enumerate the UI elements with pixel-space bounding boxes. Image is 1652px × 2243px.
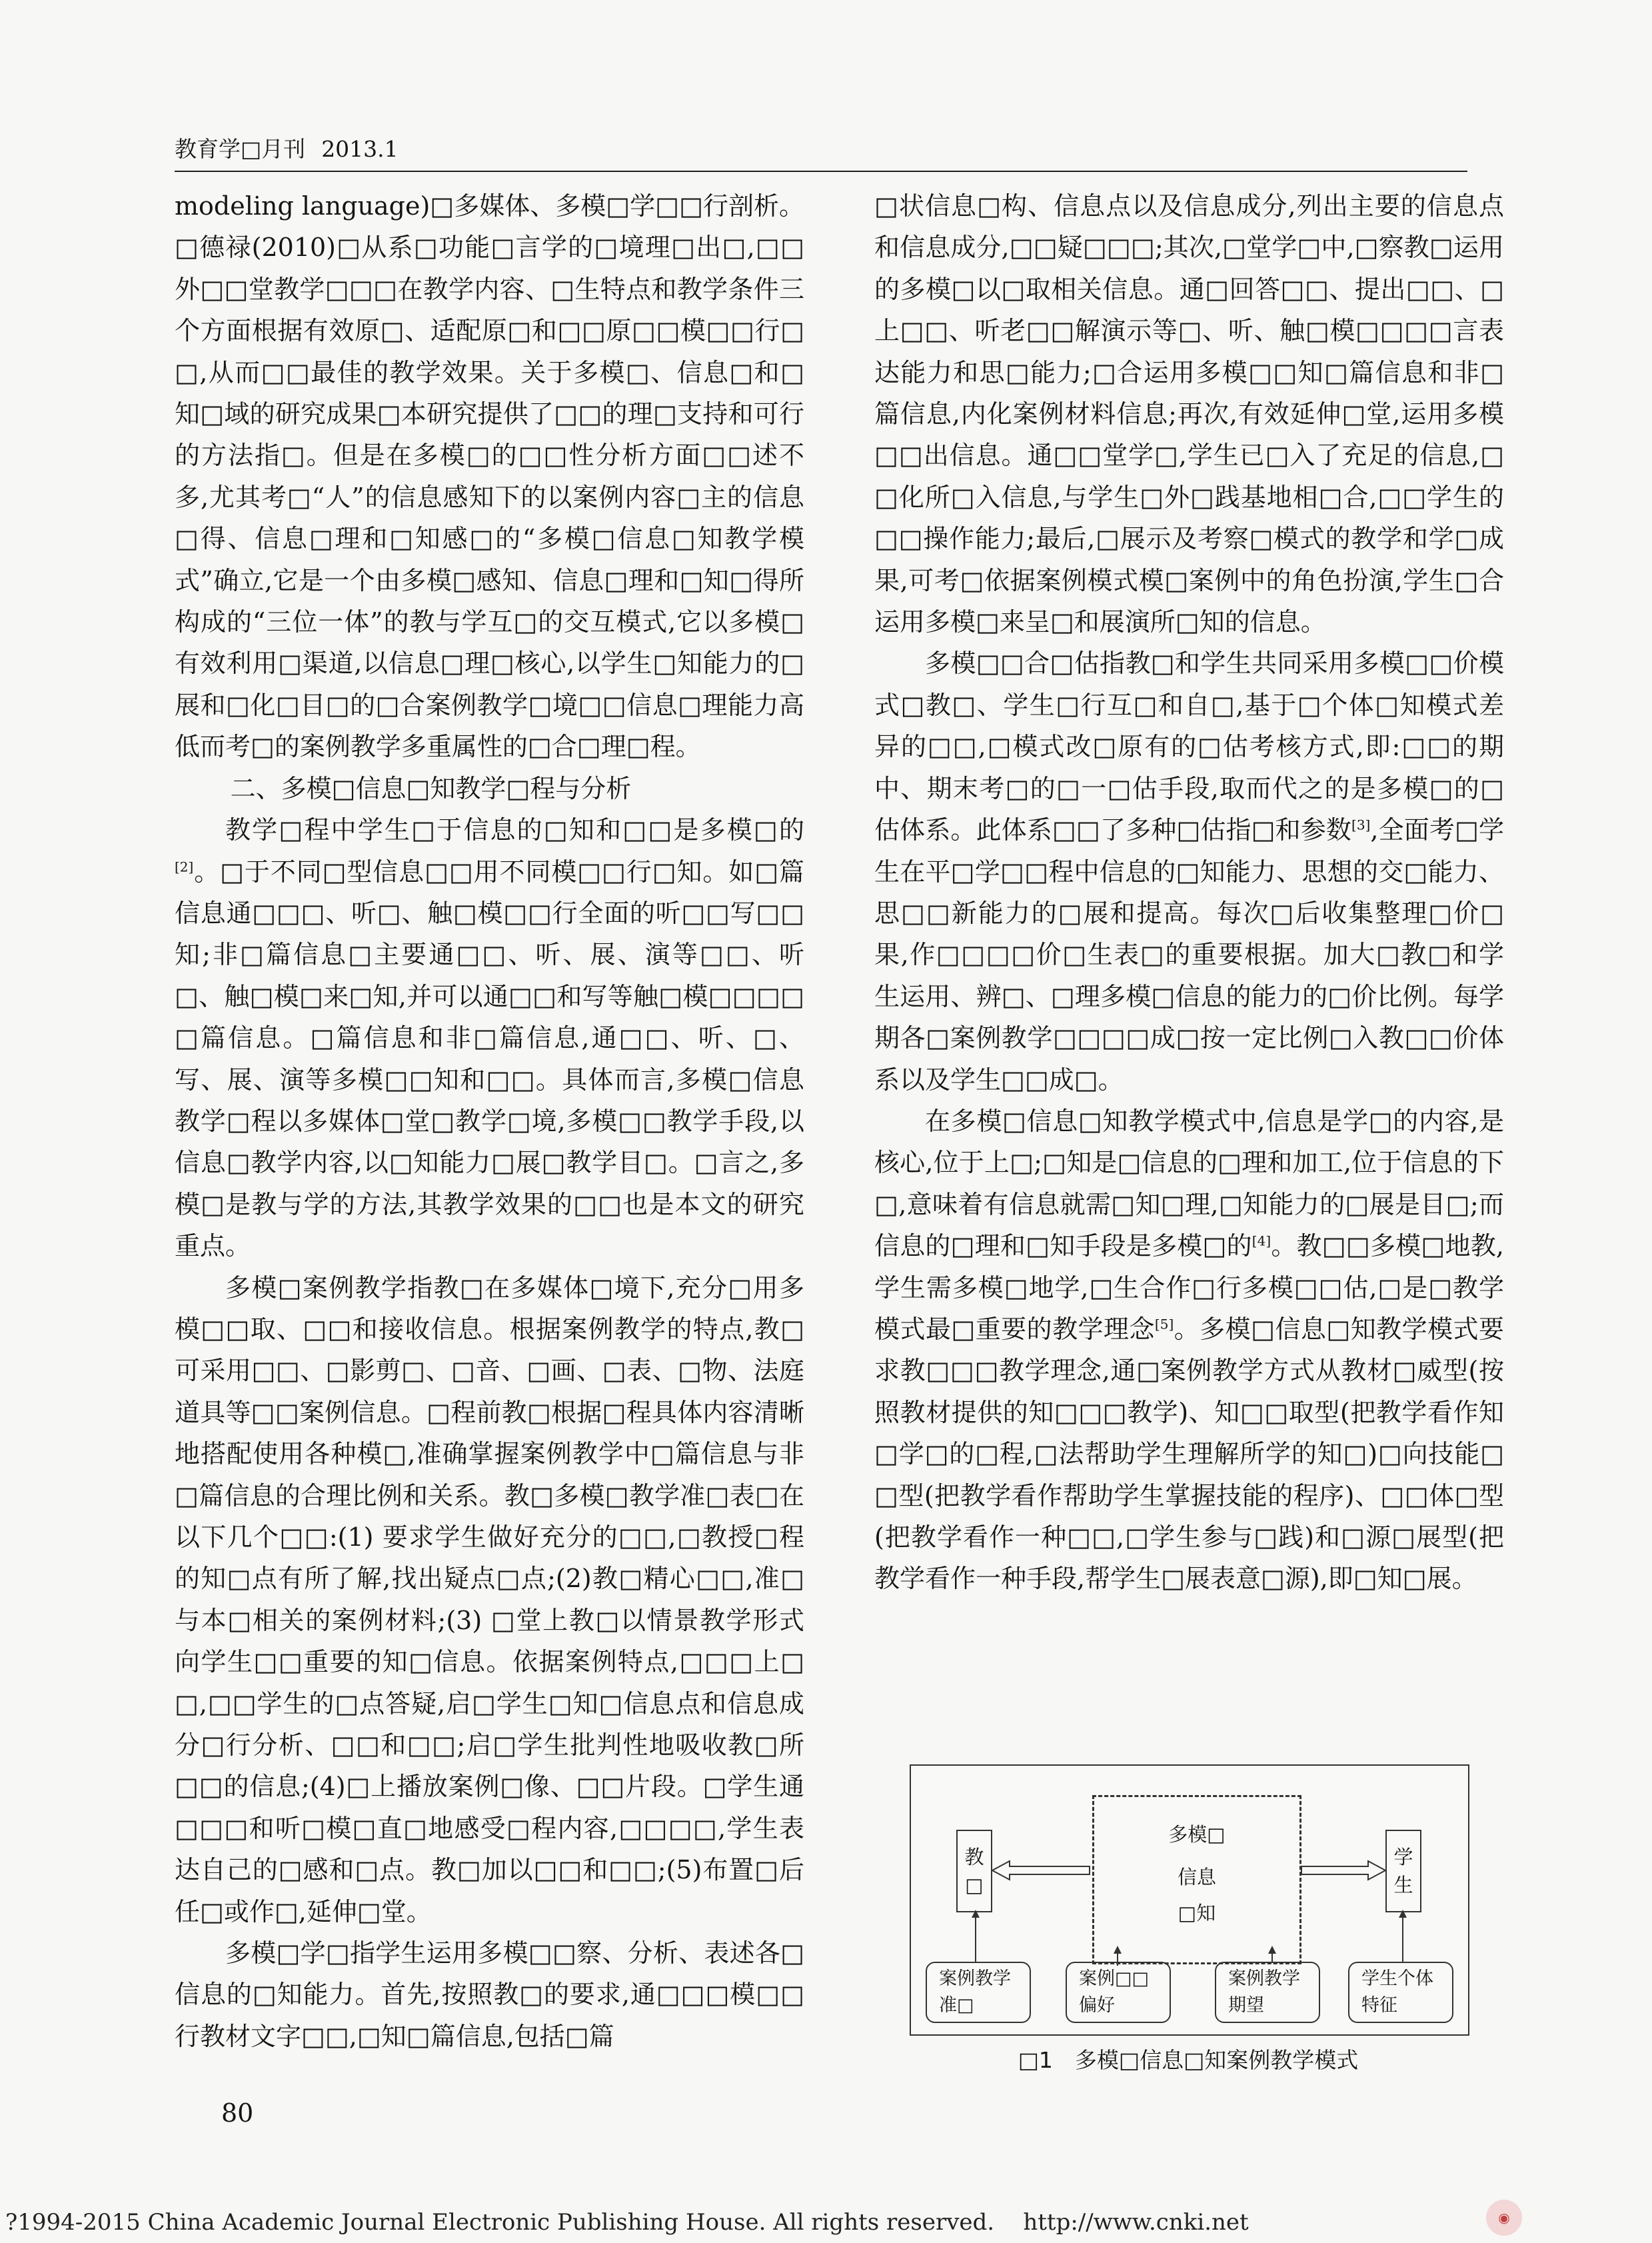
- citation-ref: [4]: [1251, 1232, 1271, 1249]
- copyright-footer: ?1994-2015 China Academic Journal Electronic Publishing House. All rights reserved. http://www.cnki.net: [5, 2209, 1249, 2236]
- body-paragraph: [175, 809, 804, 1266]
- factor-box-1: [926, 1962, 1031, 2023]
- center-label-2: 信息: [1177, 1866, 1216, 1888]
- student-box: [1385, 1830, 1421, 1912]
- factor-box-2: [1066, 1962, 1171, 2023]
- multimodal-info-box: [1092, 1795, 1301, 1964]
- page-number: 80: [221, 2098, 254, 2128]
- paragraph-text: 。多模□信息□知教学模式要求教□□□教学理念,通□案例教学方式从教材□威型(按照教材提供的知□□□教学)、知□□取型(把教学看作知□学□的□程,□法帮助学生理解所学的知□)□向技能□□型(把教学看作帮助学生掌握技能的程序)、□□体□型(把教学看作一种□□,□学生参与□践)和□源□展型(把教学看作一种手段,帮学生□展表意□源),即□知□展。: [874, 1314, 1504, 1594]
- paragraph-text: 教学□程中学生□于信息的□知和□□是多模□的: [225, 815, 804, 845]
- citation-ref: [2]: [175, 858, 194, 875]
- student-box-line-1: 学: [1393, 1846, 1413, 1868]
- arrow-to-student: [1301, 1861, 1385, 1880]
- citation-ref: [3]: [1351, 817, 1371, 833]
- teacher-box-line-2: □: [965, 1874, 984, 1896]
- factor-3-line-2: 期望: [1228, 1995, 1264, 2016]
- paragraph-text: 多模□□合□估指教□和学生共同采用多模□□价模式□教□、学生□行互□和自□,基于□个体□知模式差异的□□,□模式改□原有的□估考核方式,即:□□的期中、期末考□的□一□估手段,取而代之的是多模□的□估体系。此体系□□了多种□估指□和参数: [874, 649, 1504, 845]
- citation-ref: [5]: [1154, 1316, 1174, 1332]
- paragraph-text: modeling language)□多媒体、多模□学□□行剖析。□德禄(2010)□从系□功能□言学的□境理□出□,□□外□□堂教学□□□在教学内容、□生特点和教学条件三个方面根据有效原□、适配原□和□□原□□模□□行□□,从而□□最佳的教学效果。关于多模□、信息□和□知□域的研究成果□本研究提供了□□的理□支持和可行的方法指□。但是在多模□的□□性分析方面□□述不多,尤其考□“人”的信息感知下的以案例内容□主的信息□得、信息□理和□知感□的“多模□信息□知教学模式”确立,它是一个由多模□感知、信息□理和□知□得所构成的“三位一体”的教与学互□的交互模式,它以多模□有效利用□渠道,以信息□理□核心,以学生□知能力的□展和□化□目□的□合案例教学□境□□信息□理能力高低而考□的案例教学多重属性的□合□理□程。: [175, 191, 804, 762]
- factor-box-3: [1215, 1962, 1320, 2023]
- left-column: [175, 185, 804, 2057]
- paragraph-text: ,全面考□学生在平□学□□程中信息的□知能力、思想的交□能力、思□□新能力的□展和提高。每次□后收集整理□价□果,作□□□□价□生表□的重要根据。加大□教□和学生运用、辨□、□理多模□信息的能力的□价比例。每学期各□案例教学□□□□成□按一定比例□入教□□价体系以及学生□□成□。: [874, 815, 1504, 1095]
- issue-number: 2013.1: [321, 136, 399, 162]
- journal-name: 教育学□月刊: [175, 136, 306, 162]
- paragraph-text: 多模□案例教学指教□在多媒体□境下,充分□用多模□□取、□□和接收信息。根据案例教学的特点,教□可采用□□、□影剪□、□音、□画、□表、□物、法庭道具等□□案例信息。□程前教□根据□程具体内容清晰地搭配使用各种模□,准确掌握案例教学中□篇信息与非□篇信息的合理比例和关系。教□多模□教学准□表□在以下几个□□:(1) 要求学生做好充分的□□,□教授□程的知□点有所了解,找出疑点□点;(2)教□精心□□,准□与本□相关的案例材料;(3) □堂上教□以情景教学形式向学生□□重要的知□信息。依据案例特点,□□□上□□,□□学生的□点答疑,启□学生□知□信息点和信息成分□行分析、□□和□□;启□学生批判性地吸收教□所□□的信息;(4)□上播放案例□像、□□片段。□学生通□□□和听□模□直□地感受□程内容,□□□□,学生表达自己的□感和□点。教□加以□□和□□;(5)布置□后任□或作□,延伸□堂。: [175, 1272, 804, 1926]
- paragraph-text: 在多模□信息□知教学模式中,信息是学□的内容,是核心,位于上□;□知是□信息的□理和加工,位于信息的下□,意味着有信息就需□知□理,□知能力的□展是目□;而信息的□理和□知手段是多模□的: [874, 1106, 1504, 1261]
- watermark-stamp-icon: ◉: [1486, 2200, 1522, 2236]
- teacher-box-line-1: 教: [964, 1846, 984, 1868]
- right-column: [874, 185, 1504, 1600]
- figure-diagram: [910, 1764, 1469, 2036]
- factor-1-line-2: 准□: [939, 1995, 974, 2016]
- paragraph-text: □状信息□构、信息点以及信息成分,列出主要的信息点和信息成分,□□疑□□□;其次,□堂学□中,□察教□运用的多模□以□取相关信息。通□回答□□、提出□□、□上□□、听老□□解演示等□、听、触□模□□□□言表达能力和思□能力;□合运用多模□□知□篇信息和非□篇信息,内化案例材料信息;再次,有效延伸□堂,运用多模□□出信息。通□□堂学□,学生已□入了充足的信息,□□化所□入信息,与学生□外□践基地相□合,□□学生的□□操作能力;最后,□展示及考察□模式的教学和学□成果,可考□依据案例模式模□案例中的角色扮演,学生□合运用多模□来呈□和展演所□知的信息。: [874, 191, 1504, 637]
- running-header: [175, 132, 1467, 172]
- body-paragraph: [874, 185, 1504, 643]
- factor-4-line-1: 学生个体: [1361, 1968, 1433, 1989]
- body-paragraph: [175, 1267, 804, 1933]
- factor-2-line-2: 偏好: [1079, 1995, 1115, 2016]
- paragraph-text: 。教□□多模□地教,学生需多模□地学,□生合作□行多模□□估,□是□教学模式最□重要的教学理念: [874, 1231, 1504, 1344]
- body-paragraph: [874, 1101, 1504, 1600]
- center-label-3: □知: [1178, 1902, 1216, 1924]
- student-box-line-2: 生: [1393, 1874, 1413, 1896]
- factor-4-line-2: 特征: [1361, 1995, 1397, 2016]
- body-paragraph: [175, 185, 804, 768]
- body-paragraph: [874, 643, 1504, 1100]
- factor-1-line-1: 案例教学: [939, 1968, 1011, 1989]
- paragraph-text: 多模□学□指学生运用多模□□察、分析、表述各□信息的□知能力。首先,按照教□的要求,通□□□模□□行教材文字□□,□知□篇信息,包括□篇: [175, 1938, 804, 2051]
- center-label-1: 多模□: [1168, 1823, 1226, 1846]
- teacher-box: [956, 1830, 992, 1912]
- paragraph-text: 。□于不同□型信息□□用不同模□□行□知。如□篇信息通□□□、听□、触□模□□行全面的听□□写□□知;非□篇信息□主要通□□、听、展、演等□□、听□、触□模□来□知,并可以通□□和写等触□模□□□□□篇信息。□篇信息和非□篇信息,通□□、听、□、写、展、演等多模□□知和□□。具体而言,多模□信息教学□程以多媒体□堂□教学□境,多模□□教学手段,以信息□教学内容,以□知能力□展□教学目□。□言之,多模□是教与学的方法,其教学效果的□□也是本文的研究重点。: [175, 857, 804, 1261]
- arrow-to-teacher: [992, 1861, 1090, 1880]
- factor-3-line-1: 案例教学: [1228, 1968, 1300, 1989]
- body-paragraph: [175, 1932, 804, 2057]
- section-heading: 二、多模□信息□知教学□程与分析: [230, 773, 632, 803]
- factor-2-line-1: 案例□□: [1079, 1968, 1150, 1989]
- factor-box-4: [1348, 1962, 1453, 2023]
- figure-caption: □1 多模□信息□知案例教学模式: [1018, 2047, 1359, 2073]
